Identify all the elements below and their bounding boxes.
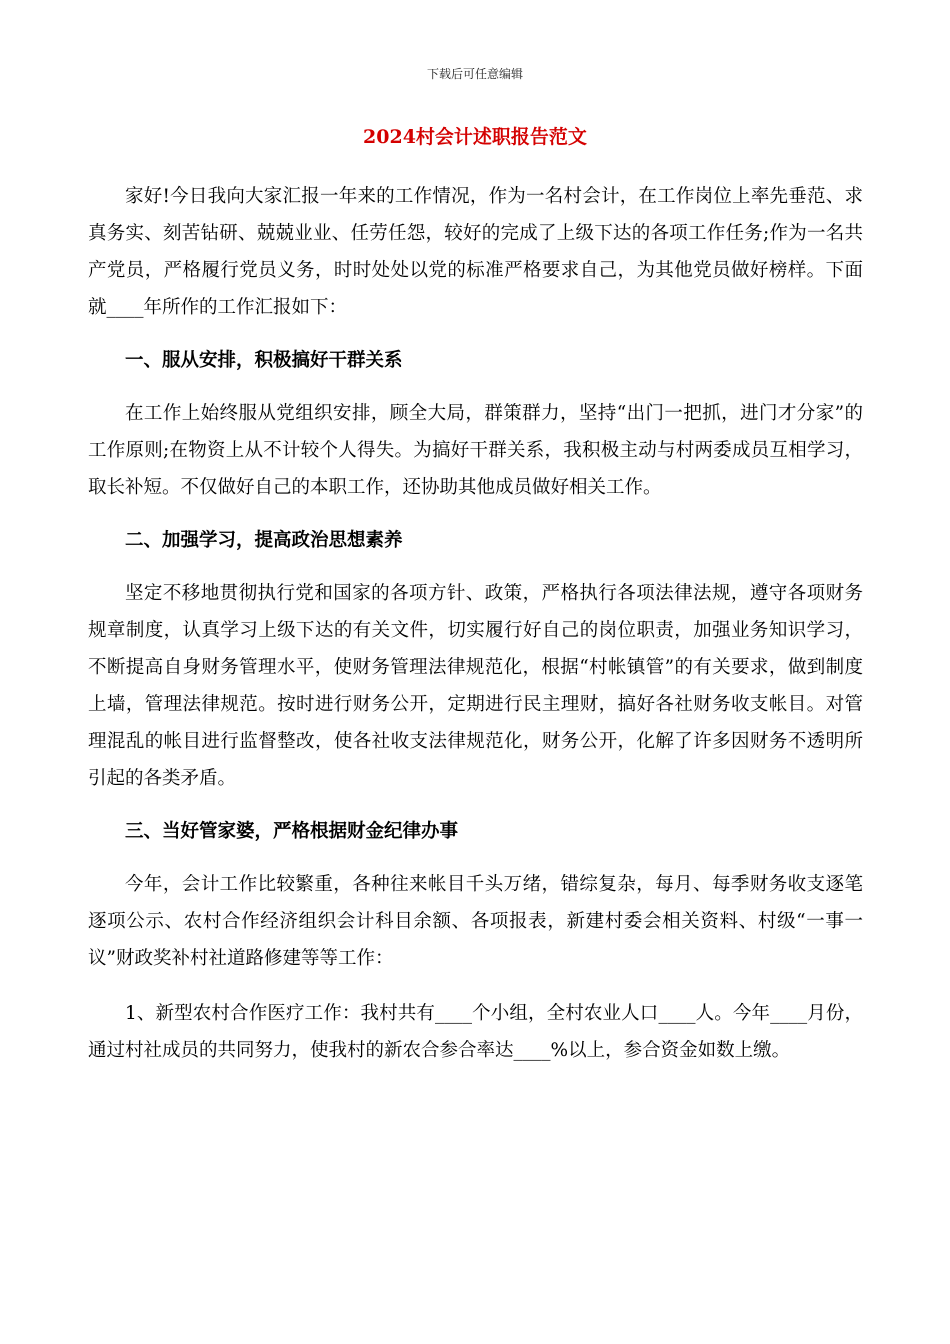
document-body — [88, 178, 863, 1069]
section-paragraph-1: 在工作上始终服从党组织安排，顾全大局，群策群力，坚持“出门一把抓，进门才分家”的工作原则;在物资上从不计较个人得失。为搞好干群关系，我积极主动与村两委成员互相学习，取长补短。不仅做好自己的本职工作，还协助其他成员做好相关工作。 — [88, 403, 863, 498]
section-heading-1: 一、服从安排，积极搞好干群关系 — [125, 350, 403, 371]
intro-paragraph: 家好!今日我向大家汇报一年来的工作情况，作为一名村会计，在工作岗位上率先垂范、求真务实、刻苦钻研、兢兢业业、任劳任怨，较好的完成了上级下达的各项工作任务;作为一名共产党员，严格履行党员义务，时时处处以党的标准严格要求自己，为其他党员做好榜样。下面就____年所作的工作汇报如下： — [88, 186, 863, 318]
document-title: 2024村会计述职报告范文 — [363, 126, 587, 148]
section-paragraph-3: 今年，会计工作比较繁重，各种往来帐目千头万绪，错综复杂，每月、每季财务收支逐笔逐项公示、农村合作经济组织会计科目余额、各项报表，新建村委会相关资料、村级“一事一议”财政奖补村社道路修建等等工作： — [88, 874, 863, 969]
section-heading-3: 三、当好管家婆，严格根据财金纪律办事 — [125, 821, 459, 842]
section-paragraph-2: 坚定不移地贯彻执行党和国家的各项方针、政策，严格执行各项法律法规，遵守各项财务规章制度，认真学习上级下达的有关文件，切实履行好自己的岗位职责，加强业务知识学习，不断提高自身财务管理水平，使财务管理法律规范化，根据“村帐镇管”的有关要求，做到制度上墙，管理法律规范。按时进行财务公开，定期进行民主理财，搞好各社财务收支帐目。对管理混乱的帐目进行监督整改，使各社收支法律规范化，财务公开，化解了许多因财务不透明所引起的各类矛盾。 — [88, 583, 863, 789]
section-heading-2: 二、加强学习，提高政治思想素养 — [125, 530, 403, 551]
header-note: 下载后可任意编辑 — [426, 67, 523, 81]
section-paragraph-4: 1、新型农村合作医疗工作：我村共有____个小组，全村农业人口____人。今年____月份，通过村社成员的共同努力，使我村的新农合参合率达____%以上，参合资金如数上缴。 — [88, 1003, 863, 1061]
